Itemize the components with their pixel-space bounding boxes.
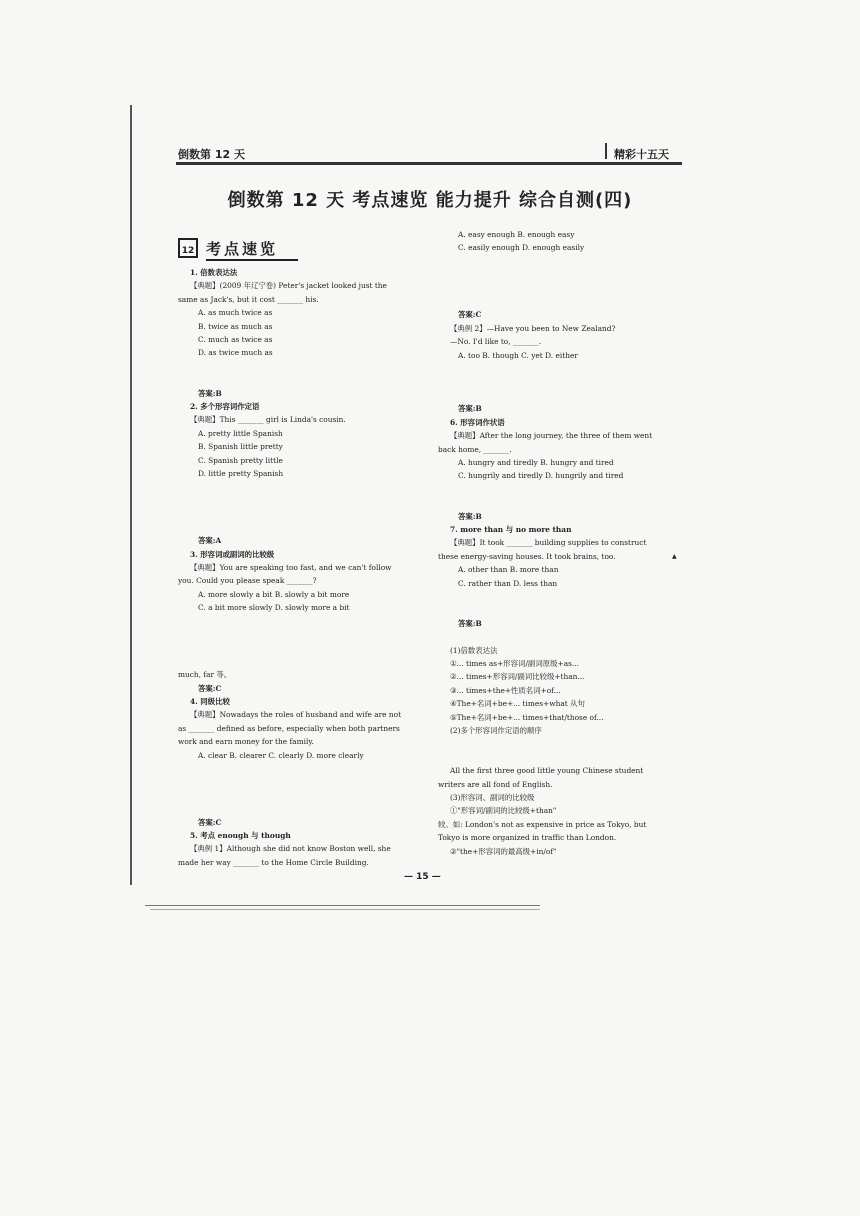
text-line: Tokyo is more organized in traffic than London. — [438, 833, 617, 843]
text-line: back home, _______. — [438, 444, 512, 454]
text-line — [438, 630, 682, 643]
right-column — [438, 228, 682, 885]
text-line — [438, 496, 682, 509]
page-number: — 15 — — [404, 872, 441, 882]
text-line: 7. more than 与 no more than — [450, 524, 572, 534]
text-line: 1. 倍数表达法 — [190, 268, 238, 277]
text-line — [438, 872, 682, 885]
text-line — [178, 762, 422, 775]
text-line — [438, 268, 682, 281]
text-line — [178, 789, 422, 802]
text-line — [438, 375, 682, 388]
section-badge-icon: 12 — [178, 238, 198, 258]
section-underline — [206, 259, 298, 261]
section-heading — [178, 238, 318, 260]
text-line: 4. 同级比较 — [190, 697, 230, 706]
text-line: 答案:C — [198, 683, 222, 693]
text-line — [438, 389, 682, 402]
text-line: C. easily enough D. enough easily — [458, 243, 585, 253]
text-line: C. much as twice as — [198, 335, 273, 345]
text-line: D. as twice much as — [198, 348, 273, 358]
binding-line — [130, 105, 132, 885]
text-line: 较。如: London's not as expensive in price as Tokyo, but — [438, 819, 647, 829]
text-line: ④The+名词+be+... times+what 从句 — [450, 699, 585, 709]
text-line — [178, 373, 422, 386]
text-line: B. Spanish little pretty — [198, 442, 283, 452]
text-line — [438, 603, 682, 616]
text-line: 【典题】After the long journey, the three of them went — [450, 431, 653, 441]
text-line: ①... times as+形容词/副词原级+as... — [450, 659, 579, 668]
text-line: A. more slowly a bit B. slowly a bit more — [198, 589, 350, 599]
text-line: —No. I'd like to, _______. — [450, 337, 542, 347]
text-line — [438, 255, 682, 268]
text-line: 【典题】(2009 年辽宁卷) Peter's jacket looked just the — [190, 281, 387, 291]
text-line: C. Spanish pretty little — [198, 455, 283, 465]
page-title: 倒数第 12 天 考点速览 能力提升 综合自测(四) — [227, 190, 633, 211]
text-line — [438, 483, 682, 496]
text-line: A. other than B. more than — [458, 565, 559, 575]
text-line — [178, 775, 422, 788]
text-line: A. too B. though C. yet D. either — [458, 350, 578, 360]
text-line: you. Could you please speak _______? — [178, 576, 317, 586]
text-line: C. a bit more slowly D. slowly more a bit — [198, 603, 350, 613]
text-line: 【典题】It took _______ building supplies to construct — [450, 538, 647, 548]
footer-rule-secondary — [150, 909, 540, 910]
text-line: A. pretty little Spanish — [198, 428, 283, 438]
text-line: as _______ defined as before, especially when both partners — [178, 723, 400, 733]
text-line: 答案:C — [458, 310, 482, 320]
text-line — [178, 655, 422, 668]
text-line — [178, 628, 422, 641]
margin-mark: ▲ — [672, 553, 677, 560]
text-line: A. clear B. clearer C. clearly D. more clearly — [198, 750, 364, 760]
text-line: 【典题】This _______ girl is Linda's cousin. — [190, 415, 346, 425]
left-column — [178, 266, 422, 869]
text-line: (1)倍数表达法 — [450, 645, 498, 655]
text-line — [438, 737, 682, 750]
header-left-text: 倒数第 12 天 — [178, 148, 245, 161]
text-line — [438, 751, 682, 764]
text-line: work and earn money for the family. — [178, 737, 314, 747]
text-line — [438, 858, 682, 871]
text-line: 【典题】Nowadays the roles of husband and wife are not — [190, 710, 402, 720]
text-line: 答案:B — [458, 404, 482, 414]
text-line: 答案:B — [458, 511, 482, 521]
text-line: A. as much twice as — [198, 308, 273, 318]
text-line: 【典例 2】—Have you been to New Zealand? — [450, 323, 616, 333]
text-line — [438, 295, 682, 308]
text-line: ②... times+形容词/副词比较级+than... — [450, 672, 585, 682]
text-line: B. twice as much as — [198, 321, 273, 331]
text-line — [178, 481, 422, 494]
text-line — [178, 641, 422, 654]
text-line — [438, 282, 682, 295]
text-line: ③... times+the+性质名词+of... — [450, 685, 561, 695]
text-line: these energy-saving houses. It took brains, too. — [438, 551, 616, 561]
text-line: ②"the+形容词的最高级+in/of" — [450, 846, 557, 856]
text-line: 答案:B — [458, 618, 482, 628]
text-line: ①"形容词/副词的比较级+than" — [450, 806, 557, 816]
text-line: 【典例 1】Although she did not know Boston well, she — [190, 844, 391, 854]
header-right-text: 精彩十五天 — [614, 148, 669, 161]
text-line: All the first three good little young Chinese student — [450, 766, 644, 776]
text-line: 3. 形容词或副词的比较级 — [190, 549, 275, 559]
text-line: 5. 考点 enough 与 though — [190, 831, 291, 841]
text-line — [178, 507, 422, 520]
text-line: A. easy enough B. enough easy — [458, 230, 575, 239]
text-line — [178, 521, 422, 534]
text-line — [438, 362, 682, 375]
text-line — [178, 494, 422, 507]
text-line — [178, 802, 422, 815]
header-divider — [605, 143, 607, 159]
text-line — [178, 615, 422, 628]
text-line: made her way _______ to the Home Circle Building. — [178, 857, 369, 867]
text-line: (3)形容词、副词的比较级 — [450, 793, 535, 803]
text-line: C. hungrily and tiredly D. hungrily and tired — [458, 471, 624, 481]
text-line: D. little pretty Spanish — [198, 469, 284, 479]
section-title: 考点速览 — [206, 240, 279, 258]
text-line: much, far 等。 — [178, 670, 232, 680]
text-line: 答案:A — [198, 536, 222, 546]
text-line: 答案:C — [198, 817, 222, 827]
text-line: 【典题】You are speaking too fast, and we can't follow — [190, 562, 392, 572]
text-line: 答案:B — [198, 388, 222, 398]
text-line: C. rather than D. less than — [458, 578, 558, 588]
text-line: 6. 形容词作状语 — [450, 417, 505, 427]
text-line — [178, 360, 422, 373]
footer-rule — [145, 905, 540, 906]
text-line: A. hungry and tiredly B. hungry and tired — [458, 457, 614, 467]
text-line: writers are all fond of English. — [438, 779, 553, 789]
text-line: (2)多个形容词作定语的顺序 — [450, 726, 542, 736]
header-rule — [176, 162, 682, 165]
text-line: same as Jack's, but it cost _______ his. — [178, 294, 319, 304]
text-line: ⑤The+名词+be+... times+that/those of... — [450, 712, 604, 722]
text-line — [438, 590, 682, 603]
text-line: 2. 多个形容词作定语 — [190, 402, 260, 412]
